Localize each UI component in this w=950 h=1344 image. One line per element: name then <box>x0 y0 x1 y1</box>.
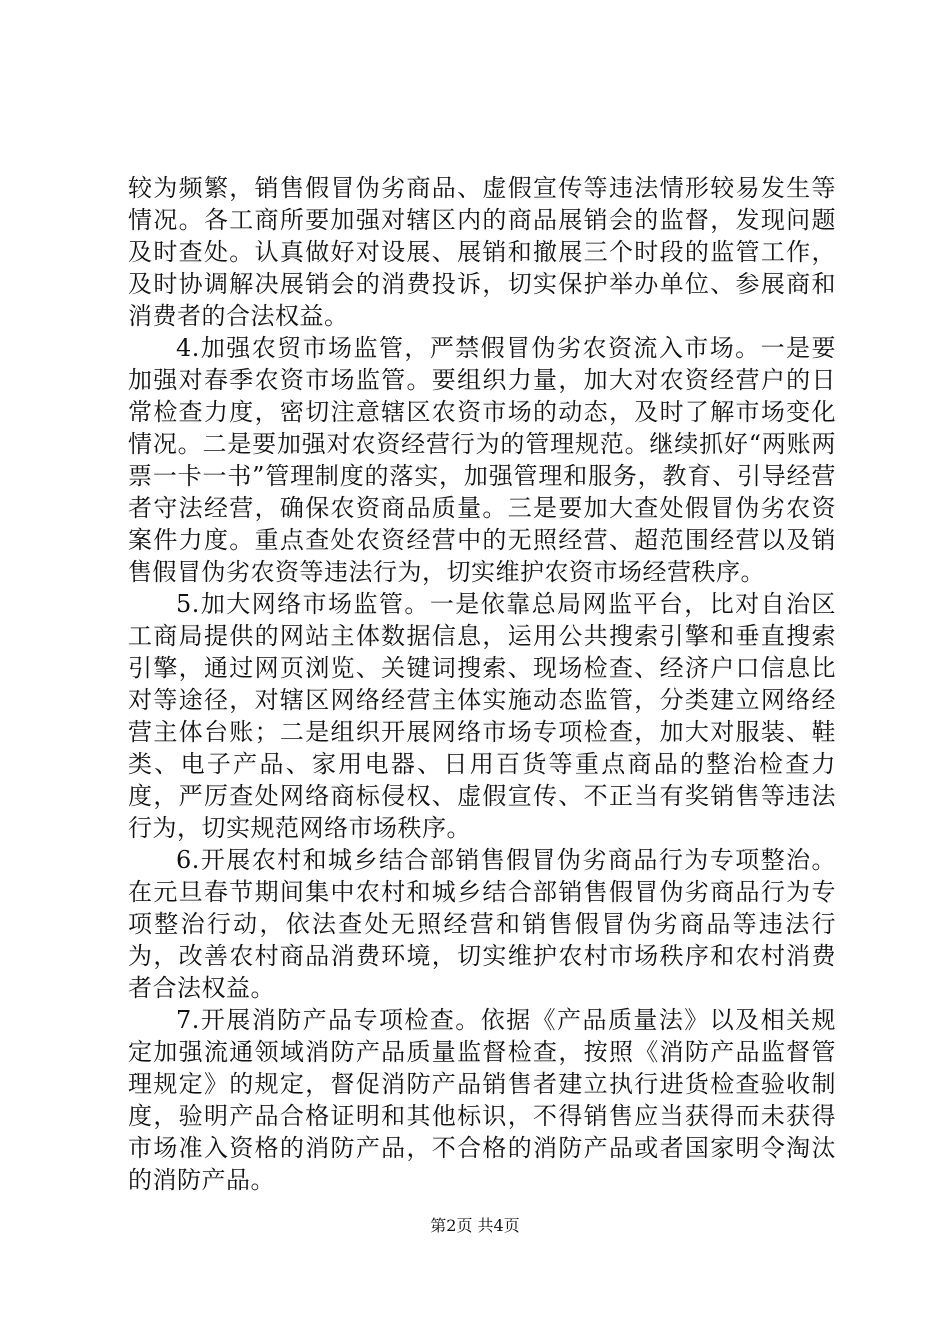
paragraph-item-5: 5.加大网络市场监管。一是依靠总局网监平台，比对自治区工商局提供的网站主体数据信息，运用公共搜索引擎和垂直搜索引擎，通过网页浏览、关键词搜索、现场检查、经济户口信息比对等途径，对辖区网络经营主体实施动态监管，分类建立网络经营主体台账；二是组织开展网络市场专项检查，加大对服装、鞋类、电子产品、家用电器、日用百货等重点商品的整治检查力度，严厉查处网络商标侵权、虚假宣传、不正当有奖销售等违法行为，切实规范网络市场秩序。 <box>128 590 836 842</box>
page-number-footer: 第2页 共4页 <box>430 1216 520 1235</box>
document-body <box>128 172 836 1196</box>
paragraph-item-7: 7.开展消防产品专项检查。依据《产品质量法》以及相关规定加强流通领域消防产品质量监督检查，按照《消防产品监督管理规定》的规定，督促消防产品销售者建立执行进货检查验收制度，验明产品合格证明和其他标识，不得销售应当获得而未获得市场准入资格的消防产品，不合格的消防产品或者国家明令淘汰的消防产品。 <box>128 1006 836 1194</box>
paragraph-item-4: 4.加强农贸市场监管，严禁假冒伪劣农资流入市场。一是要加强对春季农资市场监管。要组织力量，加大对农资经营户的日常检查力度，密切注意辖区农资市场的动态，及时了解市场变化情况。二是要加强对农资经营行为的管理规范。继续抓好“两账两票一卡一书”管理制度的落实，加强管理和服务，教育、引导经营者守法经营，确保农资商品质量。三是要加大查处假冒伪劣农资案件力度。重点查处农资经营中的无照经营、超范围经营以及销售假冒伪劣农资等违法行为，切实维护农资市场经营秩序。 <box>128 334 836 586</box>
paragraph-item-6: 6.开展农村和城乡结合部销售假冒伪劣商品行为专项整治。在元旦春节期间集中农村和城乡结合部销售假冒伪劣商品行为专项整治行动，依法查处无照经营和销售假冒伪劣商品等违法行为，改善农村商品消费环境，切实维护农村市场秩序和农村消费者合法权益。 <box>128 846 836 1002</box>
paragraph-continuation: 较为频繁，销售假冒伪劣商品、虚假宣传等违法情形较易发生等情况。各工商所要加强对辖区内的商品展销会的监督，发现问题及时查处。认真做好对设展、展销和撤展三个时段的监管工作，及时协调解决展销会的消费投诉，切实保护举办单位、参展商和消费者的合法权益。 <box>128 174 836 330</box>
